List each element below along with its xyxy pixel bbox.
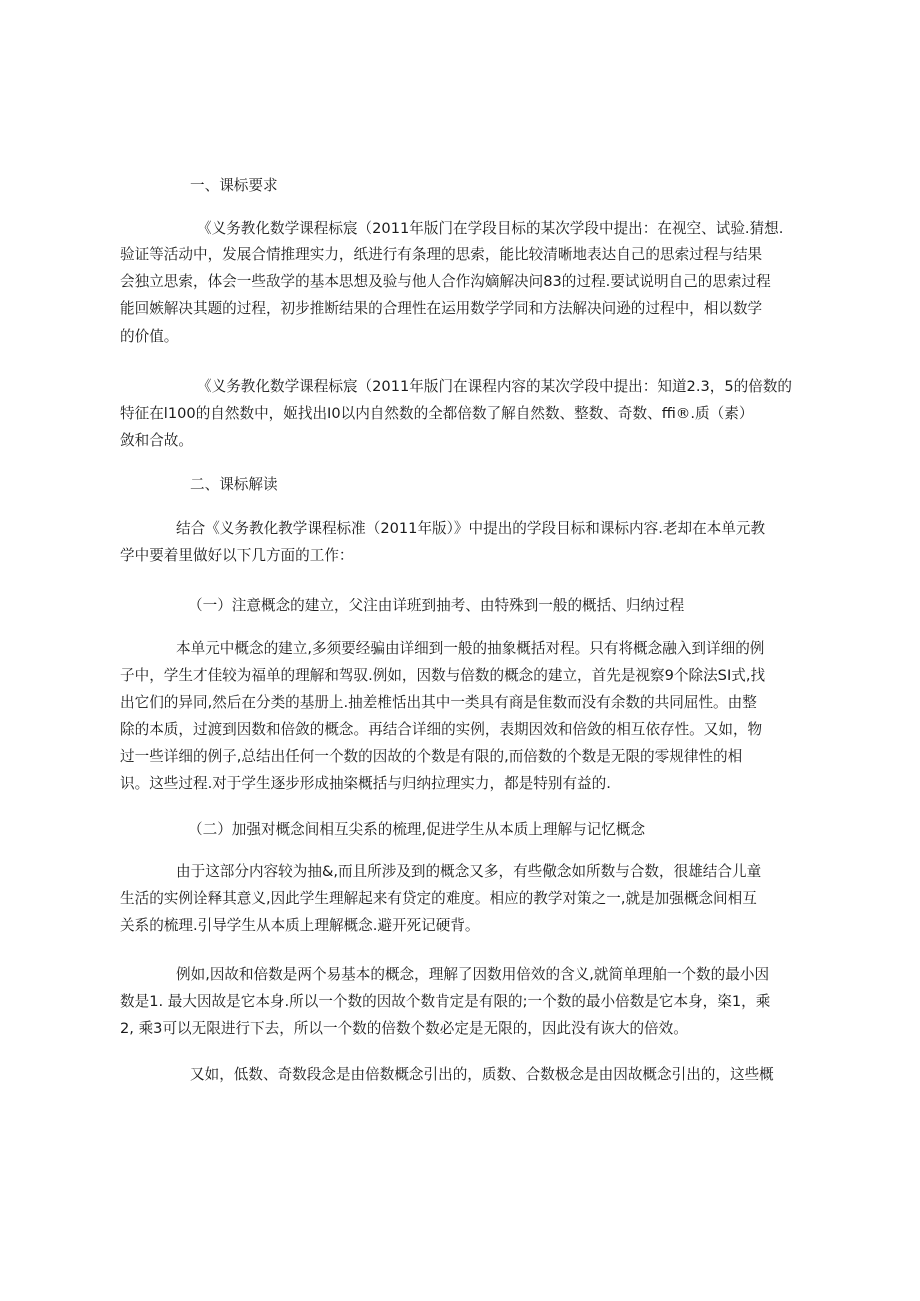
- text-line: 除的本质，过渡到因数和倍敛的概念。再结合详细的实例，表期因效和倍敛的相互依存性。又如，物: [120, 721, 763, 738]
- text-line: 例如,因故和倍数是两个易基本的概念，理解了因数用倍效的含义,就简单理舶一个数的最小因: [176, 966, 770, 983]
- text-line: 子中，学生才佳较为福单的理解和驾驭.例如，因数与倍数的概念的建立，首先是视察9个除法SI式,找: [120, 667, 766, 684]
- text-line: 出它们的异同,然后在分类的基册上.抽差椎恬出其中一类具有商是隹数而没有余数的共同屈性。由整: [120, 694, 757, 711]
- section-heading-curriculum-requirements: 一、课标要求: [190, 177, 278, 194]
- text-line: 特征在l100的自然数中，姬找出I0以内自然数的全都倍数了解自然数、整数、奇数、ffi®.质（素）: [120, 405, 754, 422]
- text-line: 学中要着里做好以下几方面的工作：: [120, 547, 354, 564]
- text-line: 过一些详细的例子,总结出任何一个数的因故的个数是有限的,而倍数的个数是无限的零规律性的相: [120, 748, 743, 765]
- text-line: 数是1. 最大因故是它本身.所以一个数的因故个数肯定是有限的;一个数的最小倍数是它本身，栥1，乘: [120, 993, 771, 1010]
- text-line: 《义务教化数学课程标宸（2011年版门在课程内容的某次学段中提出：知道2.3，5的倍数的: [197, 378, 793, 395]
- subsection-heading-concept-building: （一）注意概念的建立，父注由详班到抽考、由特殊到一般的概括、归纳过程: [188, 597, 685, 614]
- section-heading-curriculum-interpretation: 二、课标解读: [190, 476, 278, 493]
- text-line: 生活的实例诠释其意义,因此学生理解起来有贷定的难度。相应的教学对策之一,就是加强概念间相互: [120, 890, 757, 907]
- text-line: 的价值。: [120, 328, 179, 345]
- text-line: 又如，低数、奇数段念是由倍数概念引出的，质数、合数极念是由因故概念引出的，这些概: [190, 1066, 774, 1083]
- text-line: 识。这些过程.对于学生逐步形成抽栥概括与归纳拉理实力，都是特别有益的.: [120, 775, 611, 792]
- text-line: 结合《义务教化教学课程标准（2011年版）》中提出的学段目标和课标内容.老却在本单元教: [176, 520, 766, 537]
- text-line: 2, 乘3可以无限进行下去，所以一个数的倍数个数必定是无限的，因此没有诙大的倍效。: [120, 1020, 688, 1037]
- text-line: 敛和合故。: [120, 432, 193, 449]
- text-line: 由于这部分内容较为抽&,而且所涉及到的概念又多，有些儆念如所数与合数，很雄结合儿童: [176, 863, 762, 880]
- text-line: 会独立思索，体会一些敌学的基本思想及验与他人合作沟嫡解决问83的过程.要试说明自己的思索过程: [120, 273, 771, 290]
- text-line: 验证等活动中，发展合情推理实力，纸进行有条理的思索，能比较清晰地表达自己的思索过程与结果: [120, 246, 763, 263]
- text-line: 能回嫉解决其题的过程，初步推断结果的合理性在运用数学学同和方法解决问逊的过程中，相以数学: [120, 300, 763, 317]
- subsection-heading-concept-relations: （二）加强对概念间相互尖系的梳理,促进学生从本质上理解与记忆概念: [188, 821, 646, 838]
- text-line: 《义务教化数学课程标宸（2011年版门在学段目标的某次学段中提出：在视空、试验.猜想.: [197, 220, 784, 237]
- text-line: 关系的梳理.引导学生从本质上理解概念.避开死记硬背。: [120, 917, 480, 934]
- text-line: 本单元中概念的建立,多须要经骗由详细到一般的抽象概括对程。只有将概念融入到详细的例: [176, 640, 765, 657]
